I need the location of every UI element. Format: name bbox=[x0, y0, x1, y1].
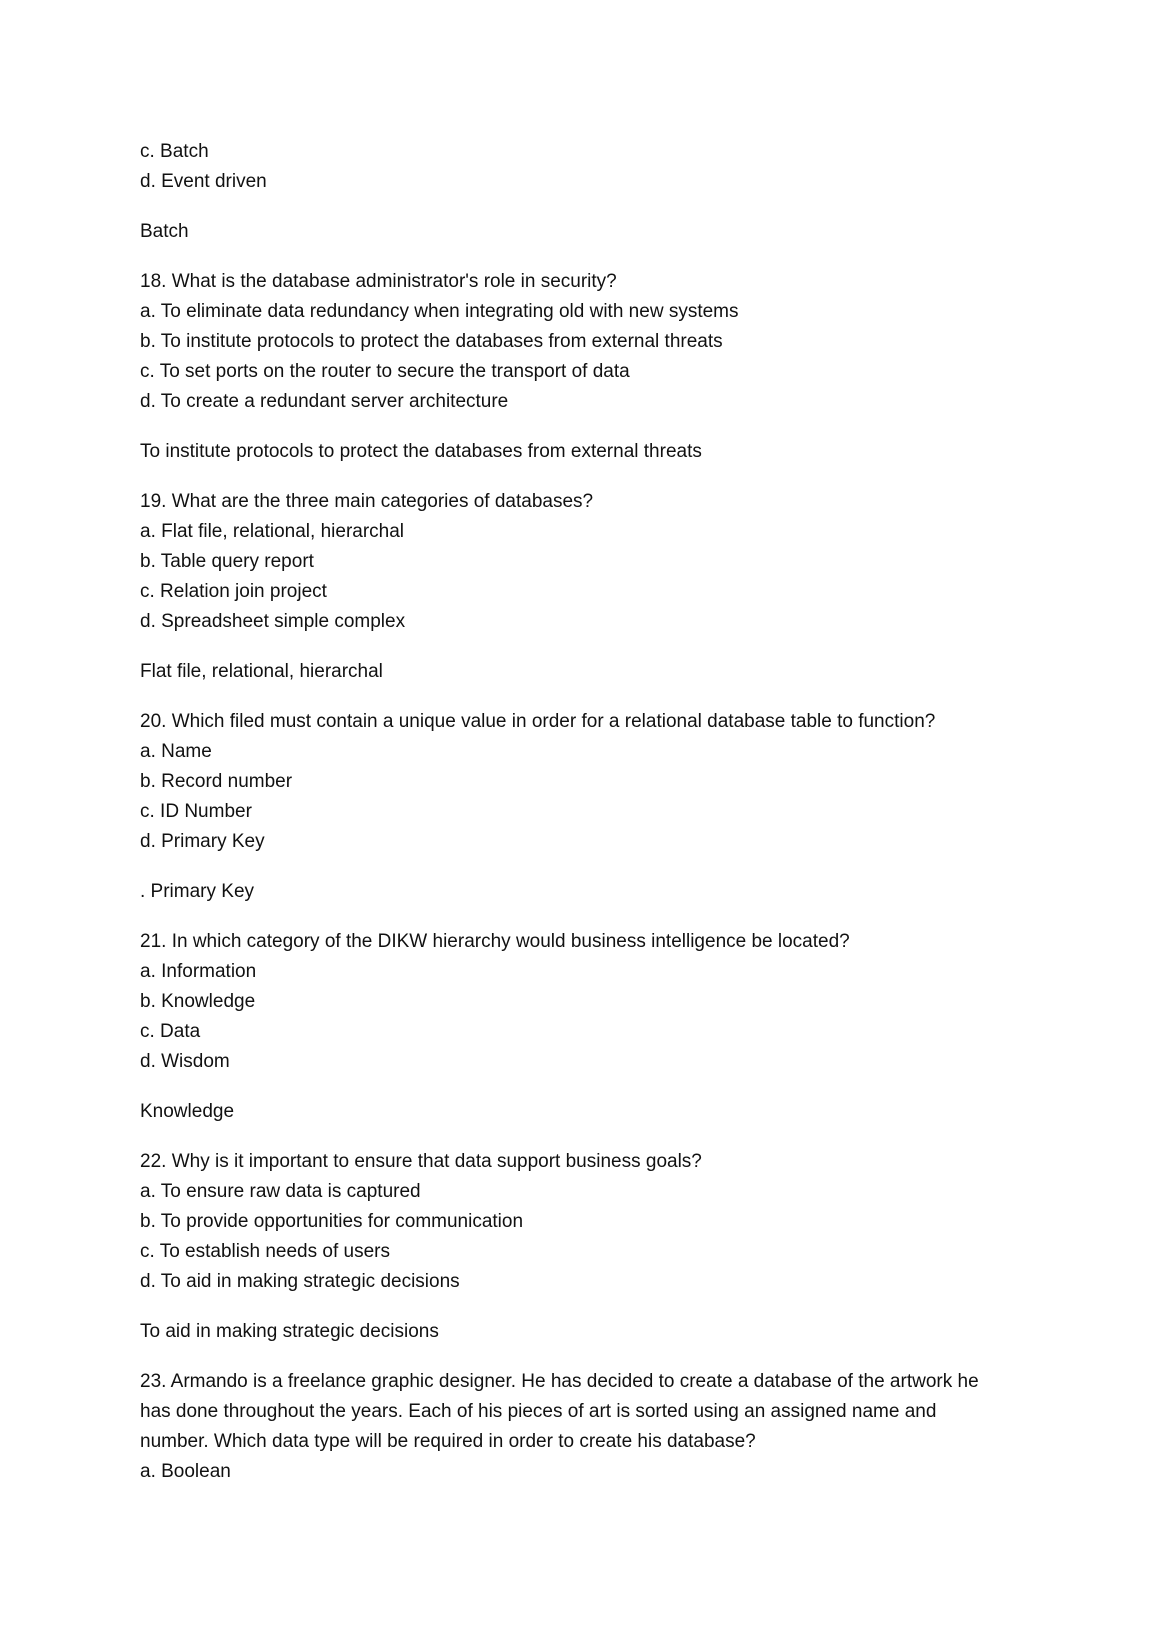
question-block bbox=[140, 1147, 1038, 1297]
question-text-line: 23. Armando is a freelance graphic designer. He has decided to create a database of the artwork he bbox=[140, 1371, 979, 1392]
answer-text: To aid in making strategic decisions bbox=[140, 1321, 439, 1342]
question-block bbox=[140, 487, 1038, 637]
option-line: a. To ensure raw data is captured bbox=[140, 1181, 421, 1202]
option-line: c. Data bbox=[140, 1021, 201, 1042]
option-line: d. Primary Key bbox=[140, 831, 265, 852]
question-block bbox=[140, 927, 1038, 1077]
option-line: b. Record number bbox=[140, 771, 293, 792]
option-line: d. To create a redundant server architecture bbox=[140, 391, 509, 412]
question-text: 18. What is the database administrator's role in security? bbox=[140, 271, 617, 292]
option-line: d. To aid in making strategic decisions bbox=[140, 1271, 460, 1292]
option-line: d. Wisdom bbox=[140, 1051, 230, 1072]
option-line: c. Relation join project bbox=[140, 581, 327, 602]
option-line: a. To eliminate data redundancy when integrating old with new systems bbox=[140, 301, 739, 322]
option-line: b. To institute protocols to protect the databases from external threats bbox=[140, 331, 723, 352]
question-block bbox=[140, 1367, 1038, 1487]
question-text-line: has done throughout the years. Each of his pieces of art is sorted using an assigned name and bbox=[140, 1401, 937, 1422]
intro-options bbox=[140, 137, 1038, 197]
option-line: c. To establish needs of users bbox=[140, 1241, 390, 1262]
option-line: d. Spreadsheet simple complex bbox=[140, 611, 406, 632]
question-block bbox=[140, 267, 1038, 417]
answer-text: Batch bbox=[140, 221, 189, 242]
question-text-line: number. Which data type will be required in order to create his database? bbox=[140, 1431, 756, 1452]
option-line: d. Event driven bbox=[140, 171, 267, 192]
question-text: 22. Why is it important to ensure that data support business goals? bbox=[140, 1151, 702, 1172]
option-line: b. To provide opportunities for communication bbox=[140, 1211, 524, 1232]
option-line: b. Knowledge bbox=[140, 991, 256, 1012]
question-text: 19. What are the three main categories of databases? bbox=[140, 491, 594, 512]
answer-text: To institute protocols to protect the databases from external threats bbox=[140, 441, 702, 462]
question-text: 21. In which category of the DIKW hierarchy would business intelligence be located? bbox=[140, 931, 850, 952]
option-line: b. Table query report bbox=[140, 551, 314, 572]
answer-text: Knowledge bbox=[140, 1101, 235, 1122]
option-line: c. ID Number bbox=[140, 801, 252, 822]
question-text: 20. Which filed must contain a unique value in order for a relational database table to function? bbox=[140, 711, 936, 732]
option-line: a. Information bbox=[140, 961, 257, 982]
option-line: a. Name bbox=[140, 741, 212, 762]
option-line: a. Flat file, relational, hierarchal bbox=[140, 521, 405, 542]
answer-text: . Primary Key bbox=[140, 881, 255, 902]
question-block bbox=[140, 707, 1038, 857]
answer-text: Flat file, relational, hierarchal bbox=[140, 661, 383, 682]
option-line: c. Batch bbox=[140, 141, 209, 162]
option-line: a. Boolean bbox=[140, 1461, 231, 1482]
option-line: c. To set ports on the router to secure the transport of data bbox=[140, 361, 630, 382]
